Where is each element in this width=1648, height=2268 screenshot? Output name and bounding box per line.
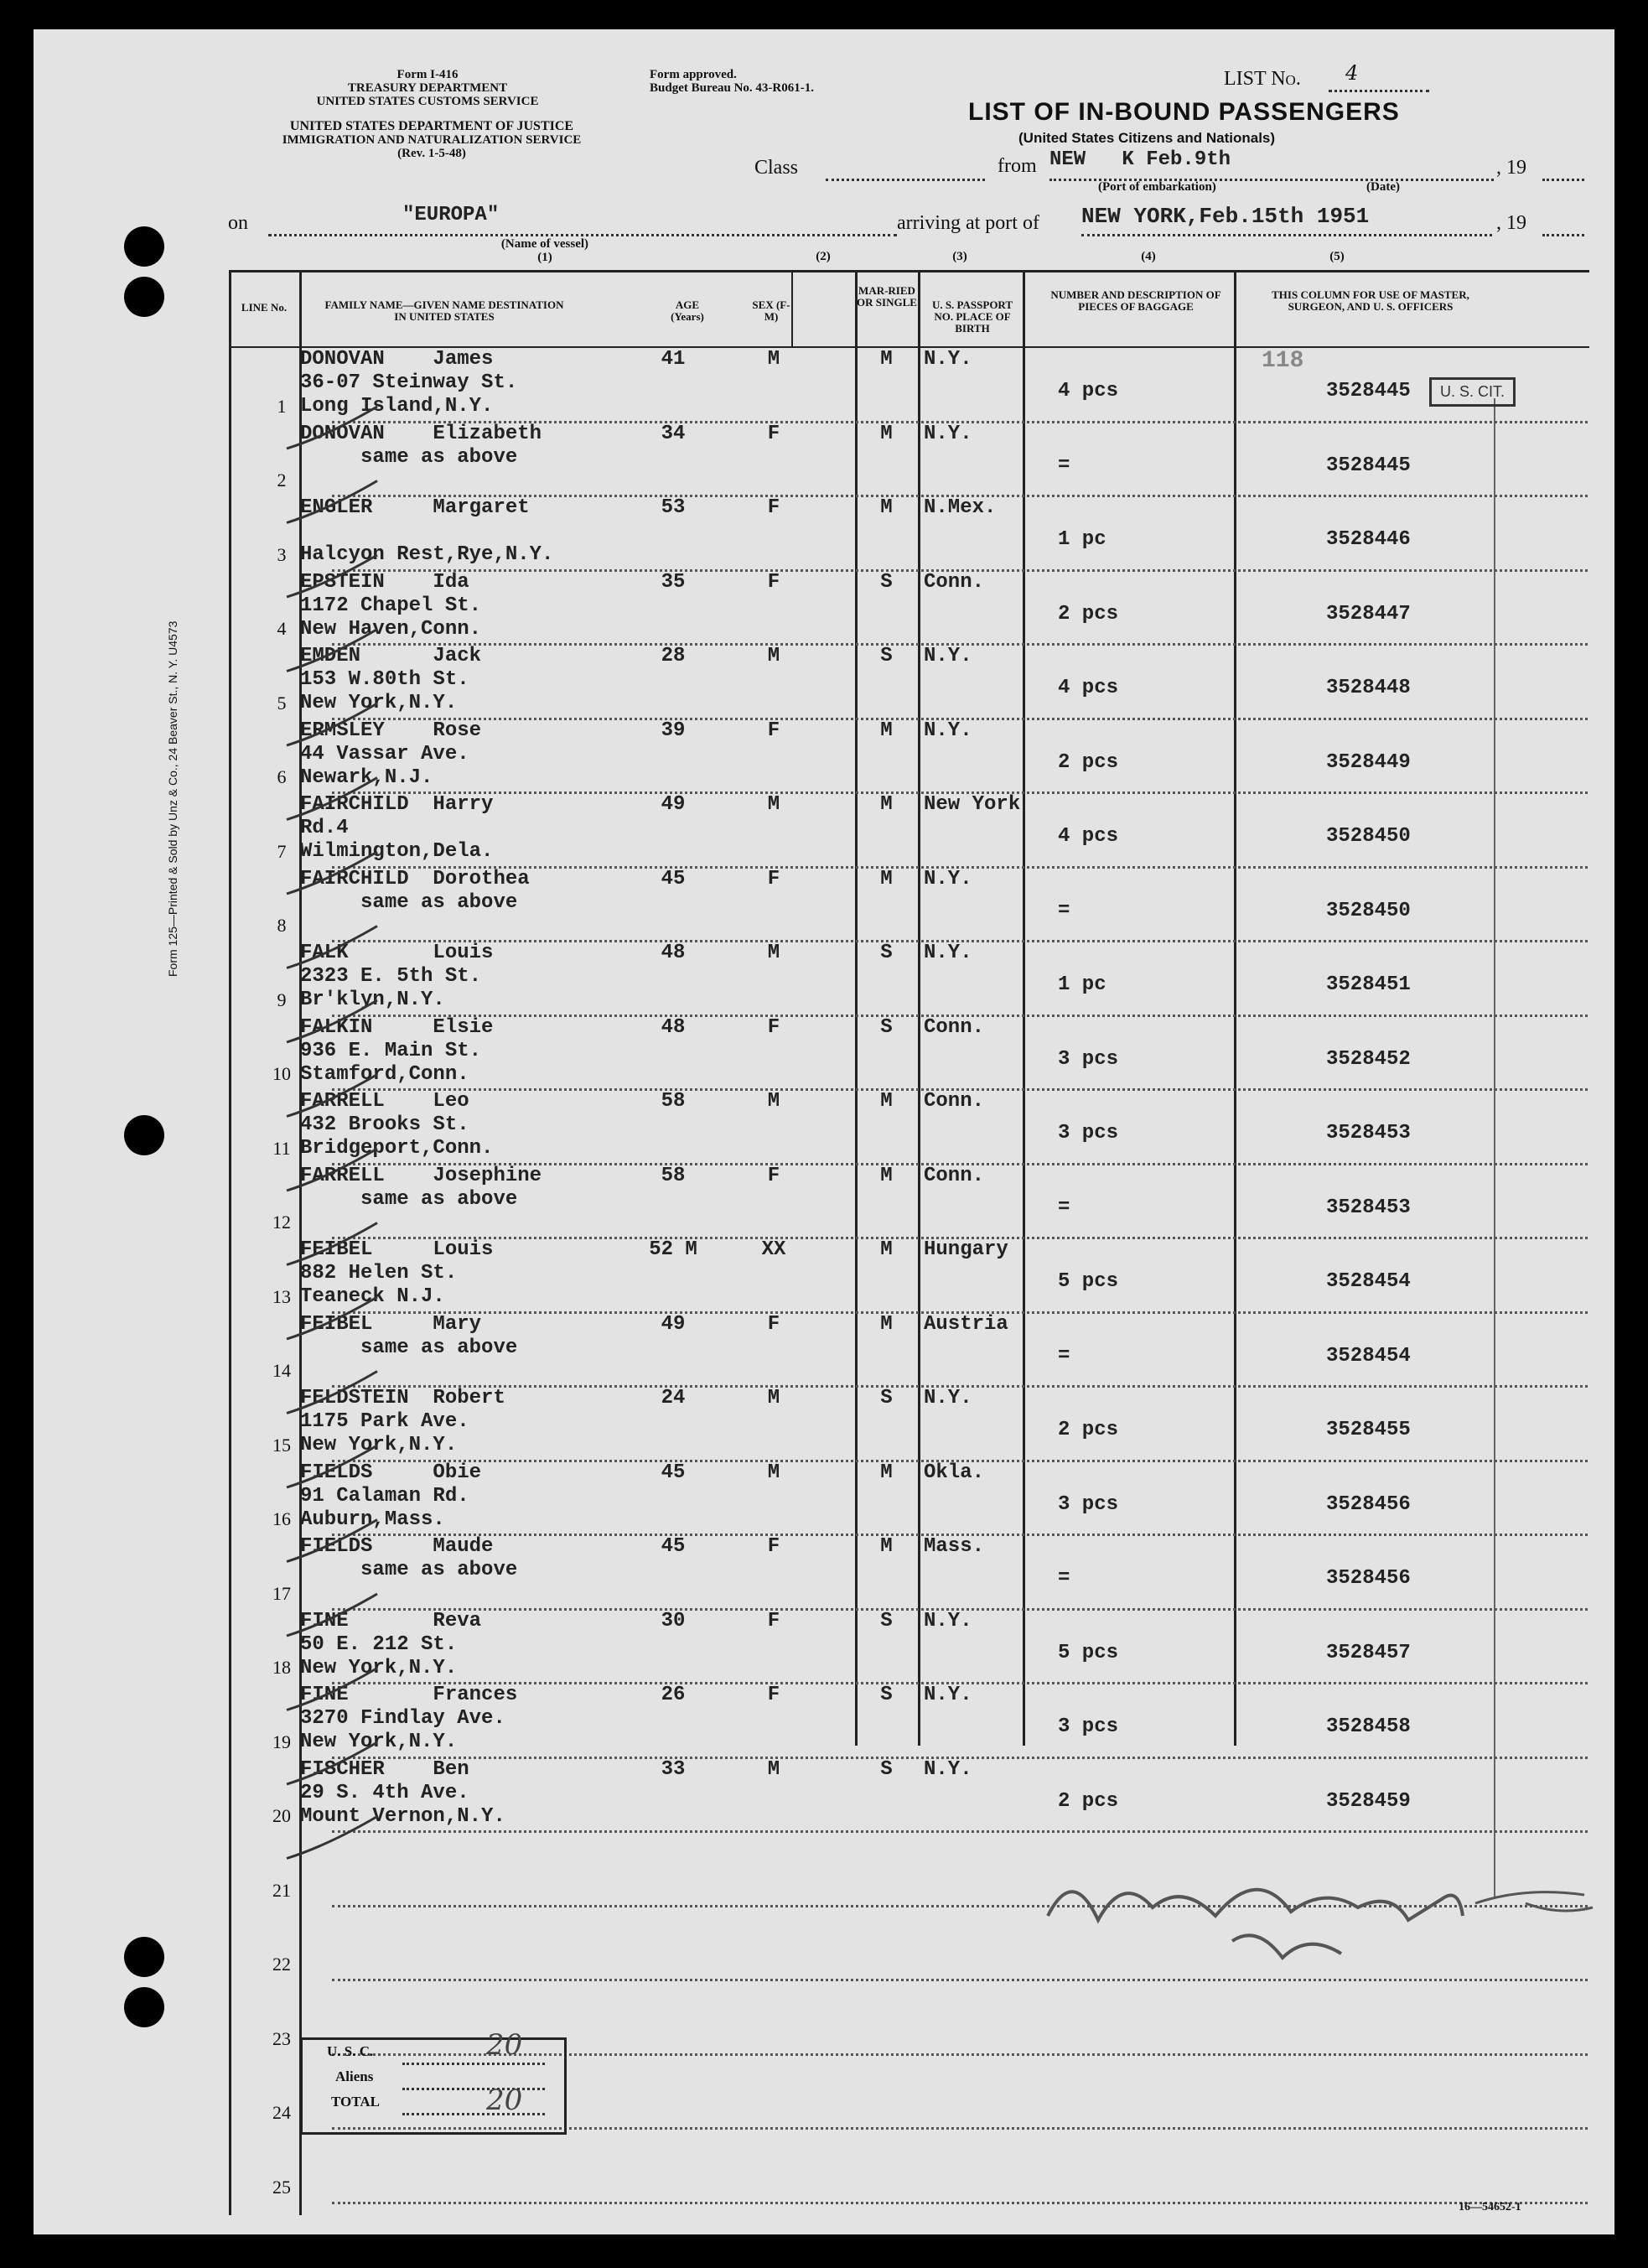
check-mark <box>287 1075 377 1117</box>
passenger-sex: M <box>767 942 780 964</box>
passenger-age: 41 <box>661 348 686 371</box>
officer-signature <box>1006 1840 1643 1983</box>
aliens-line <box>402 2088 545 2090</box>
check-mark <box>287 555 377 597</box>
passenger-sex: M <box>767 348 780 371</box>
passport-number: 3528453 <box>1326 1196 1411 1219</box>
passenger-ms: M <box>880 1164 893 1187</box>
passenger-age: 52 M <box>649 1238 697 1261</box>
passenger-birth: N.Y. <box>924 1757 972 1781</box>
line-number: 15 <box>272 1434 291 1456</box>
passenger-name: FARRELL Leo <box>300 1090 469 1113</box>
arriving-label: arriving at port of <box>897 212 1039 234</box>
form-page <box>34 29 1614 2234</box>
passenger-age: 24 <box>661 1387 686 1409</box>
passenger-name: FALK Louis <box>300 942 494 964</box>
total-label: TOTAL <box>331 2094 380 2110</box>
col-divider <box>1234 270 1236 1746</box>
passenger-age: 34 <box>661 422 686 445</box>
passenger-name: ENGLER Margaret <box>300 496 530 519</box>
passenger-address-2: Mount Vernon,N.Y. <box>300 1804 505 1828</box>
check-mark <box>287 1000 377 1042</box>
baggage-count: = <box>1058 899 1070 922</box>
baggage-count: = <box>1058 454 1070 477</box>
justice-block: UNITED STATES DEPARTMENT OF JUSTICE IMMIGRATION AND NATURALIZATION SERVICE (Rev. 1-5-48) <box>282 119 582 160</box>
passenger-age: 30 <box>661 1609 686 1632</box>
check-mark <box>287 407 377 449</box>
baggage-count: 3 pcs <box>1058 1715 1119 1738</box>
total-line <box>402 2113 545 2115</box>
passenger-age: 58 <box>661 1164 686 1187</box>
passenger-birth: N.Y. <box>924 942 972 964</box>
baggage-count: 5 pcs <box>1058 1641 1119 1664</box>
port-of-embarkation: NEW K Feb.9th <box>1049 148 1231 171</box>
col-num: (5) <box>1329 250 1345 263</box>
passenger-address-2: New Haven,Conn. <box>300 617 482 641</box>
passenger-age: 39 <box>661 719 686 742</box>
punch-hole <box>124 277 164 317</box>
aliens-label: Aliens <box>335 2068 374 2084</box>
passenger-address-1: same as above <box>300 1559 518 1581</box>
passenger-sex: M <box>767 1461 780 1484</box>
usc-label: U. S. C. <box>327 2043 374 2059</box>
passenger-sex: F <box>767 1684 780 1706</box>
baggage-count: 2 pcs <box>1058 1789 1119 1813</box>
line-number: 16 <box>272 1508 291 1529</box>
passenger-address-1: 936 E. Main St. <box>300 1039 482 1062</box>
passenger-sex: F <box>767 1312 780 1336</box>
passport-number: 3528445 <box>1326 380 1411 402</box>
baggage-count: 2 pcs <box>1058 1419 1119 1441</box>
passenger-address-1: 50 E. 212 St. <box>300 1632 458 1656</box>
line-number: 7 <box>277 840 287 862</box>
baggage-count: = <box>1058 1567 1070 1590</box>
passenger-address-2: New York,N.Y. <box>300 1731 458 1753</box>
col-divider <box>1023 270 1025 1746</box>
passenger-ms: S <box>880 1609 893 1632</box>
line-number: 3 <box>277 543 287 565</box>
check-mark <box>287 1520 377 1562</box>
passenger-address-2: New York,N.Y. <box>300 1434 458 1456</box>
col-num: (2) <box>816 250 831 263</box>
passenger-address-2: Teaneck N.J. <box>300 1285 445 1308</box>
baggage-count: 5 pcs <box>1058 1270 1119 1293</box>
passenger-age: 28 <box>661 645 686 667</box>
check-mark <box>287 1742 377 1784</box>
passenger-ms: M <box>880 422 893 445</box>
passenger-birth: Austria <box>924 1312 1008 1336</box>
passenger-ms: S <box>880 1015 893 1039</box>
baggage-count: 2 pcs <box>1058 602 1119 625</box>
passenger-address-1: same as above <box>300 890 518 914</box>
passenger-address-2: New York,N.Y. <box>300 1656 458 1679</box>
table-left-border <box>229 270 231 2215</box>
vessel-caption: (Name of vessel) (1) <box>500 237 589 264</box>
passenger-address-2: Bridgeport,Conn. <box>300 1137 494 1160</box>
treasury-block: Form I-416 TREASURY DEPARTMENT UNITED STATES CUSTOMS SERVICE <box>316 68 539 108</box>
passenger-ms: S <box>880 942 893 964</box>
table-top-border <box>229 270 1589 272</box>
line-number: 1 <box>277 395 287 417</box>
list-no-label: LIST No. <box>1224 68 1301 90</box>
passenger-name: FEIBEL Louis <box>300 1238 494 1261</box>
check-mark <box>287 852 377 894</box>
passenger-age: 45 <box>661 1535 686 1558</box>
passenger-age: 49 <box>661 793 686 816</box>
passenger-name: FALKIN Elsie <box>300 1015 494 1039</box>
vessel-name: "EUROPA" <box>402 204 500 226</box>
passenger-ms: M <box>880 1090 893 1113</box>
passport-number: 3528454 <box>1326 1270 1411 1293</box>
passenger-name: EPSTEIN Ida <box>300 570 469 594</box>
passport-number: 3528459 <box>1326 1789 1411 1813</box>
passenger-birth: Conn. <box>924 1090 985 1113</box>
passenger-address-1: Rd.4 <box>300 817 349 839</box>
passenger-ms: M <box>880 496 893 519</box>
passenger-name: FISCHER Ben <box>300 1757 469 1781</box>
passenger-sex: F <box>767 1535 780 1558</box>
col-num: (3) <box>952 250 967 263</box>
punch-hole <box>124 1937 164 1977</box>
passport-number: 3528457 <box>1326 1641 1411 1664</box>
passenger-sex: F <box>767 1609 780 1632</box>
passenger-sex: F <box>767 1164 780 1187</box>
passenger-ms: M <box>880 867 893 890</box>
on-label: on <box>228 212 248 234</box>
passenger-age: 53 <box>661 496 686 519</box>
passenger-sex: M <box>767 1090 780 1113</box>
baggage-count: 1 pc <box>1058 528 1106 551</box>
passport-number: 3528446 <box>1326 528 1411 551</box>
line-number: 2 <box>277 470 287 490</box>
line-number: 24 <box>272 2102 291 2123</box>
line-number: 4 <box>277 618 287 639</box>
passenger-ms: M <box>880 793 893 816</box>
passenger-address-1: 1175 Park Ave. <box>300 1410 469 1433</box>
line-number: 14 <box>272 1360 291 1381</box>
passenger-name: FARRELL Josephine <box>300 1164 542 1187</box>
passenger-name: FELDSTEIN Robert <box>300 1387 505 1409</box>
check-marks <box>277 381 444 1933</box>
passenger-name: FEIBEL Mary <box>300 1312 482 1336</box>
form-subtitle: (United States Citizens and Nationals) <box>1018 130 1276 146</box>
vessel-line <box>268 234 897 236</box>
passenger-ms: S <box>880 1387 893 1409</box>
passenger-age: 26 <box>661 1684 686 1706</box>
line-number: 6 <box>277 766 287 787</box>
passenger-birth: Conn. <box>924 1164 985 1187</box>
passenger-ms: S <box>880 1684 893 1706</box>
check-mark <box>287 630 377 672</box>
year-label-2: , 19 <box>1496 212 1526 234</box>
passenger-birth: N.Y. <box>924 1609 972 1632</box>
passenger-name: FAIRCHILD Harry <box>300 793 494 816</box>
passenger-address-1: same as above <box>300 1187 518 1211</box>
passenger-birth: N.Y. <box>924 1684 972 1706</box>
check-mark <box>287 1669 377 1710</box>
passenger-birth: Hungary <box>924 1238 1008 1261</box>
passport-number: 3528456 <box>1326 1492 1411 1516</box>
port-caption: (Port of embarkation) <box>1098 180 1216 194</box>
line-number: 23 <box>272 2027 291 2049</box>
passenger-age: 48 <box>661 1015 686 1039</box>
passenger-ms: S <box>880 645 893 667</box>
baggage-count: 4 pcs <box>1058 380 1119 402</box>
row1-annotation: 118 <box>1262 348 1304 374</box>
passenger-address-2: Long Island,N.Y. <box>300 395 494 418</box>
passenger-name: FIELDS Obie <box>300 1461 482 1484</box>
us-cit-stamp: U. S. CIT. <box>1429 377 1516 407</box>
passenger-address-2: Br'klyn,N.Y. <box>300 989 445 1011</box>
col-header-married: MAR-RIED OR SINGLE <box>857 284 917 309</box>
line-number: 17 <box>272 1582 291 1604</box>
approval-block: Form approved. Budget Bureau No. 43-R061-1. <box>650 68 814 95</box>
passport-number: 3528458 <box>1326 1715 1411 1738</box>
passenger-birth: N.Y. <box>924 1387 972 1409</box>
passenger-ms: M <box>880 1535 893 1558</box>
passenger-birth: N.Mex. <box>924 496 997 519</box>
line-number: 20 <box>272 1805 291 1826</box>
passenger-address-1: 29 S. 4th Ave. <box>300 1781 469 1804</box>
passenger-ms: S <box>880 1757 893 1781</box>
baggage-count: 3 pcs <box>1058 1122 1119 1144</box>
check-mark <box>287 1817 377 1859</box>
passenger-sex: F <box>767 867 780 890</box>
baggage-count: 2 pcs <box>1058 750 1119 774</box>
passenger-sex: F <box>767 1015 780 1039</box>
arrival-line <box>1081 234 1492 236</box>
passenger-address-1: 1172 Chapel St. <box>300 594 482 617</box>
line-number: 22 <box>272 1954 291 1975</box>
passenger-birth: Conn. <box>924 570 985 594</box>
check-mark <box>287 926 377 968</box>
passenger-age: 48 <box>661 942 686 964</box>
line-number: 8 <box>277 915 287 936</box>
passenger-sex: M <box>767 793 780 816</box>
passenger-ms: S <box>880 570 893 594</box>
col-divider <box>918 270 920 1746</box>
passenger-sex: M <box>767 1387 780 1409</box>
passenger-name: DONOVAN Elizabeth <box>300 422 542 445</box>
passport-number: 3528456 <box>1326 1567 1411 1590</box>
passenger-address-1: 36-07 Steinway St. <box>300 371 518 394</box>
passenger-name: FINE Reva <box>300 1609 482 1632</box>
col-divider <box>855 270 858 1746</box>
form-number: 16—54652-1 <box>1459 2201 1521 2214</box>
col-header-officers: THIS COLUMN FOR USE OF MASTER, SURGEON, AND U. S. OFFICERS <box>1272 288 1469 313</box>
passenger-birth: N.Y. <box>924 867 972 890</box>
passport-number: 3528445 <box>1326 454 1411 477</box>
from-label: from <box>998 155 1037 177</box>
passenger-address-2: Auburn,Mass. <box>300 1508 445 1531</box>
form-title: LIST OF IN-BOUND PASSENGERS <box>968 98 1400 126</box>
year-line-2 <box>1542 234 1584 236</box>
passenger-ms: M <box>880 1238 893 1261</box>
passport-number: 3528451 <box>1326 973 1411 996</box>
passenger-name: ERMSLEY Rose <box>300 719 482 742</box>
passenger-address-1: 153 W.80th St. <box>300 668 469 691</box>
year-line <box>1542 179 1584 181</box>
col-header-passport: U. S. PASSPORT NO. PLACE OF BIRTH <box>931 298 1013 335</box>
check-mark <box>287 1372 377 1414</box>
passport-number: 3528450 <box>1326 825 1411 848</box>
passenger-sex: M <box>767 1757 780 1781</box>
passenger-address-2: Stamford,Conn. <box>300 1062 469 1086</box>
passenger-ms: M <box>880 719 893 742</box>
total-value: 20 <box>486 2084 523 2117</box>
line-number: 10 <box>272 1063 291 1084</box>
passenger-address-2: Wilmington,Dela. <box>300 840 494 863</box>
passenger-address-1: 3270 Findlay Ave. <box>300 1707 505 1730</box>
passenger-address-1: 882 Helen St. <box>300 1262 458 1285</box>
list-no-value: 4 <box>1345 61 1359 85</box>
passport-number: 3528455 <box>1326 1419 1411 1441</box>
usc-line <box>402 2063 545 2065</box>
passenger-name: FINE Frances <box>300 1684 518 1706</box>
list-no-line <box>1329 90 1429 92</box>
passenger-address-1: 44 Vassar Ave. <box>300 742 469 766</box>
passenger-sex: M <box>767 645 780 667</box>
passenger-birth: N.Y. <box>924 422 972 445</box>
check-mark <box>287 1149 377 1191</box>
line-number: 5 <box>277 692 287 714</box>
passenger-age: 33 <box>661 1757 686 1781</box>
col-header-line-no: LINE No. <box>241 301 288 314</box>
baggage-count: = <box>1058 1344 1070 1368</box>
passenger-sex: F <box>767 496 780 519</box>
baggage-count: 1 pc <box>1058 973 1106 996</box>
passenger-address-1: same as above <box>300 445 518 469</box>
passenger-birth: Mass. <box>924 1535 985 1558</box>
passport-number: 3528449 <box>1326 750 1411 774</box>
baggage-count: = <box>1058 1196 1070 1219</box>
check-mark <box>287 1445 377 1487</box>
punch-hole <box>124 1115 164 1155</box>
passenger-sex: F <box>767 570 780 594</box>
passenger-name: FAIRCHILD Dorothea <box>300 867 530 890</box>
baggage-count: 3 pcs <box>1058 1047 1119 1071</box>
baggage-count: 4 pcs <box>1058 825 1119 848</box>
line-number: 19 <box>272 1731 291 1752</box>
date-caption: (Date) <box>1366 180 1400 194</box>
row-separator <box>332 2202 1588 2204</box>
passenger-address-1: 432 Brooks St. <box>300 1113 469 1136</box>
class-label: Class <box>754 157 799 179</box>
col-header-baggage: NUMBER AND DESCRIPTION OF PIECES OF BAGGAGE <box>1050 288 1221 313</box>
year-label: , 19 <box>1496 157 1526 179</box>
passenger-address-2: New York,N.Y. <box>300 692 458 714</box>
baggage-count: 3 pcs <box>1058 1492 1119 1516</box>
line-number: 18 <box>272 1657 291 1678</box>
passenger-address-2: Halcyon Rest,Rye,N.Y. <box>300 543 554 566</box>
passport-number: 3528450 <box>1326 899 1411 922</box>
passenger-name: FIELDS Maude <box>300 1535 494 1558</box>
printer-imprint: Form 125—Printed & Sold by Unz & Co., 24 Beaver St., N. Y. U4573 <box>166 620 179 977</box>
passport-number: 3528447 <box>1326 602 1411 625</box>
class-line <box>826 179 985 181</box>
baggage-count: 4 pcs <box>1058 677 1119 699</box>
passenger-address-1: 91 Calaman Rd. <box>300 1484 469 1508</box>
passenger-address-1: 2323 E. 5th St. <box>300 965 482 988</box>
check-mark <box>287 778 377 820</box>
passenger-name: DONOVAN James <box>300 348 494 371</box>
line-number: 11 <box>272 1137 291 1159</box>
row-separator <box>332 1830 1588 1833</box>
passport-number: 3528448 <box>1326 677 1411 699</box>
arrival-port-date: NEW YORK,Feb.15th 1951 <box>1081 204 1370 229</box>
check-mark <box>287 703 377 745</box>
passenger-birth: N.Y. <box>924 719 972 742</box>
passenger-sex: F <box>767 719 780 742</box>
passenger-sex: XX <box>761 1238 786 1261</box>
passenger-name: EMDEN Jack <box>300 645 482 667</box>
line-number: 25 <box>272 2176 291 2198</box>
passenger-birth: N.Y. <box>924 348 972 371</box>
line-number: 9 <box>277 989 287 1010</box>
col-header-name: FAMILY NAME—GIVEN NAME DESTINATION IN UNITED STATES <box>324 298 564 323</box>
col-header-age: AGE (Years) <box>671 298 704 323</box>
passenger-birth: N.Y. <box>924 645 972 667</box>
officer-subdivider <box>1494 398 1495 1899</box>
check-mark <box>287 1297 377 1339</box>
passenger-age: 45 <box>661 1461 686 1484</box>
passenger-sex: F <box>767 422 780 445</box>
check-mark <box>287 1223 377 1265</box>
passenger-age: 49 <box>661 1312 686 1336</box>
passenger-age: 58 <box>661 1090 686 1113</box>
punch-hole <box>124 226 164 267</box>
passenger-birth: Okla. <box>924 1461 985 1484</box>
passenger-address-1: same as above <box>300 1336 518 1359</box>
usc-value: 20 <box>486 2028 523 2062</box>
passenger-ms: M <box>880 348 893 371</box>
passenger-ms: M <box>880 1312 893 1336</box>
passenger-ms: M <box>880 1461 893 1484</box>
check-mark <box>287 481 377 523</box>
check-mark <box>287 1594 377 1636</box>
col-header-sex: SEX (F-M) <box>752 298 790 323</box>
passenger-age: 35 <box>661 570 686 594</box>
passenger-birth: Conn. <box>924 1015 985 1039</box>
col-num: (4) <box>1141 250 1156 263</box>
passenger-address-2: Newark,N.J. <box>300 766 433 789</box>
passport-number: 3528454 <box>1326 1344 1411 1368</box>
passport-number: 3528452 <box>1326 1047 1411 1071</box>
punch-hole <box>124 1987 164 2027</box>
passenger-age: 45 <box>661 867 686 890</box>
passport-number: 3528453 <box>1326 1122 1411 1144</box>
line-number: 12 <box>272 1212 291 1233</box>
passenger-birth: New York <box>924 793 1021 816</box>
line-number: 21 <box>272 1879 291 1901</box>
line-number: 13 <box>272 1285 291 1307</box>
